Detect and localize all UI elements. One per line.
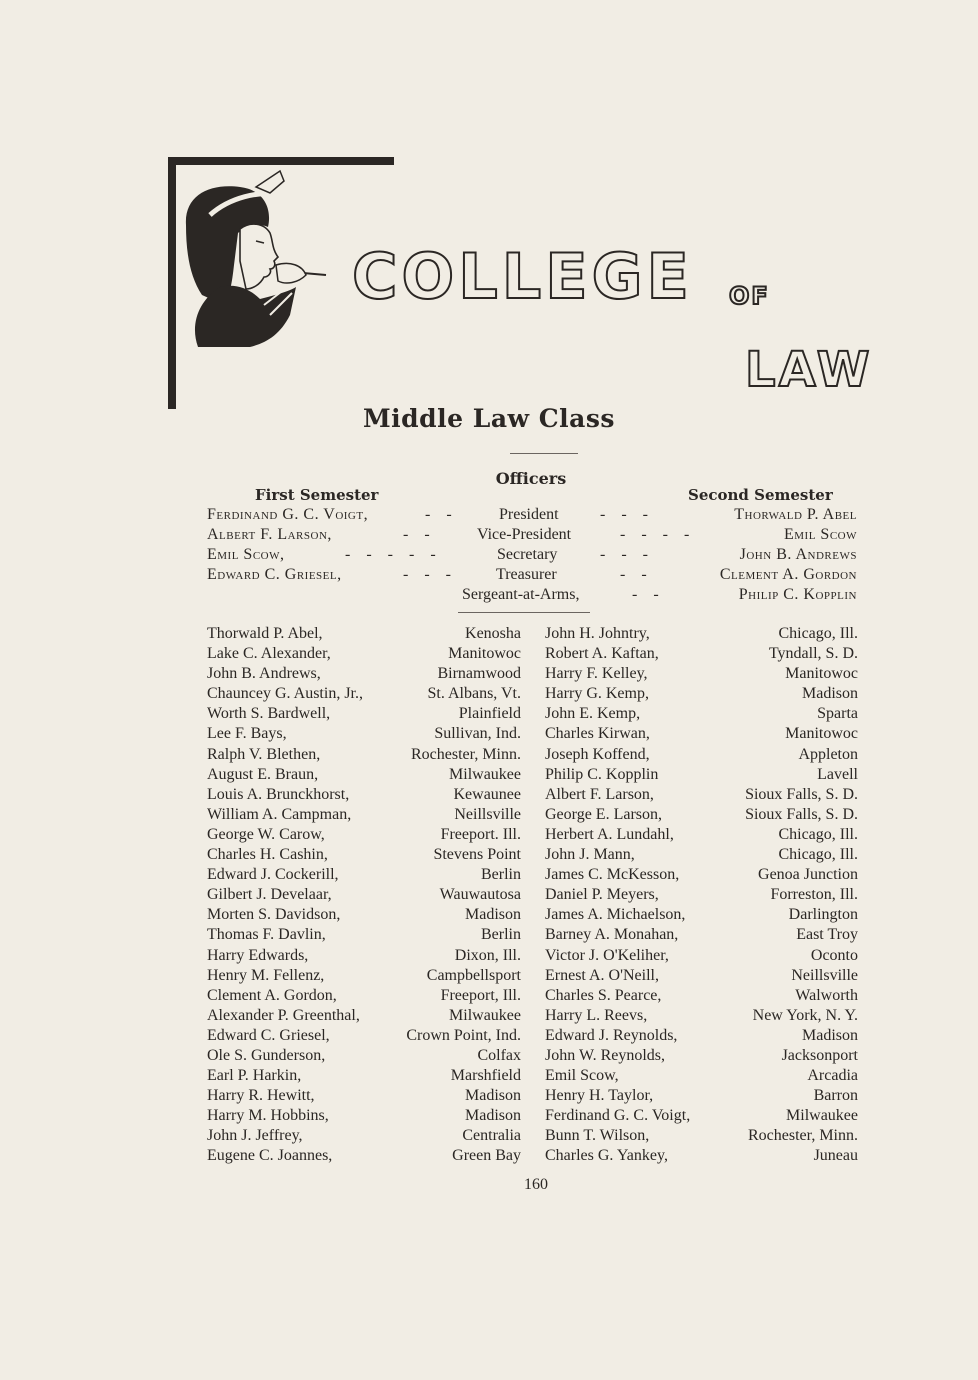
roster-row	[545, 1146, 858, 1166]
officer-row	[207, 586, 857, 606]
student-hometown: Dixon, Ill.	[454, 946, 521, 964]
leader-dashes: - - -	[600, 506, 648, 523]
student-name: Harry Edwards,	[207, 946, 309, 964]
student-hometown: Milwaukee	[786, 1107, 858, 1125]
student-hometown: Genoa Junction	[758, 866, 858, 884]
student-name: Ernest A. O'Neill,	[545, 966, 659, 984]
roster-row	[207, 745, 521, 765]
title-college	[352, 240, 693, 313]
roster-row	[207, 925, 521, 945]
student-name: John E. Kemp,	[545, 705, 641, 723]
roster-row	[207, 966, 521, 986]
student-hometown: Milwaukee	[449, 765, 521, 783]
roster-row	[545, 704, 858, 724]
student-name: Henry M. Fellenz,	[207, 966, 325, 984]
roster-row	[545, 885, 858, 905]
roster-row	[207, 825, 521, 845]
leader-dashes: - -	[403, 526, 430, 543]
roster-row	[545, 745, 858, 765]
roster-row	[207, 946, 521, 966]
leader-dashes: - - - -	[620, 526, 690, 543]
roster-row	[545, 1066, 858, 1086]
student-name: James A. Michaelson,	[545, 906, 686, 924]
roster-row	[207, 684, 521, 704]
roster-row	[207, 1126, 521, 1146]
student-name: Daniel P. Meyers,	[545, 886, 659, 904]
student-name: Philip C. Kopplin	[545, 765, 659, 783]
officer-role: Vice-President	[477, 526, 572, 543]
title-of	[729, 284, 770, 309]
officer-second-semester: Philip C. Kopplin	[738, 586, 857, 603]
student-hometown: Freeport, Ill.	[440, 986, 521, 1004]
officer-second-semester: Emil Scow	[784, 526, 857, 543]
roster-row	[545, 785, 858, 805]
roster-row	[545, 724, 858, 744]
student-hometown: Sparta	[817, 705, 858, 723]
student-hometown: Kenosha	[465, 625, 521, 642]
roster-row	[207, 1026, 521, 1046]
student-name: Joseph Koffend,	[545, 745, 650, 763]
roster-row	[207, 785, 521, 805]
roster-row	[207, 986, 521, 1006]
student-name: Morten S. Davidson,	[207, 906, 341, 924]
student-name: John J. Jeffrey,	[207, 1127, 303, 1145]
roster-row	[545, 905, 858, 925]
roster-row	[545, 664, 858, 684]
student-hometown: Appleton	[798, 745, 858, 763]
student-name: Charles S. Pearce,	[545, 986, 662, 1004]
student-name: Edward J. Cockerill,	[207, 866, 339, 884]
officer-first-semester: Edward C. Griesel,	[207, 566, 342, 583]
student-hometown: Sullivan, Ind.	[434, 725, 521, 743]
student-hometown: Darlington	[788, 906, 858, 924]
student-hometown: Madison	[465, 1087, 521, 1105]
roster-row	[207, 724, 521, 744]
leader-dashes: - - -	[403, 566, 451, 583]
roster-row	[207, 1086, 521, 1106]
student-hometown: Campbellsport	[426, 966, 521, 984]
student-hometown: Green Bay	[452, 1147, 521, 1165]
roster-row	[207, 644, 521, 664]
roster-row	[545, 644, 858, 664]
student-hometown: Neillsville	[454, 805, 521, 823]
student-hometown: St. Albans, Vt.	[427, 685, 521, 703]
student-name: Clement A. Gordon,	[207, 986, 337, 1004]
roster-right-column	[545, 624, 858, 1167]
roster-row	[207, 1066, 521, 1086]
student-hometown: Freeport. Ill.	[440, 825, 521, 843]
student-name: Victor J. O'Keliher,	[545, 946, 669, 964]
student-hometown: Rochester, Minn.	[410, 745, 521, 763]
student-name: Ralph V. Blethen,	[207, 745, 321, 763]
class-heading: Middle Law Class	[363, 404, 615, 433]
student-name: Ole S. Gunderson,	[207, 1046, 326, 1064]
student-hometown: Stevens Point	[433, 846, 521, 864]
second-semester-heading: Second Semester	[688, 486, 833, 504]
page-number: 160	[524, 1176, 548, 1193]
student-name: Robert A. Kaftan,	[545, 645, 659, 663]
roster-row	[545, 845, 858, 865]
roster-row	[545, 1086, 858, 1106]
student-name: Charles H. Cashin,	[207, 846, 328, 864]
roster-row	[545, 805, 858, 825]
roster-left-column	[207, 624, 521, 1167]
leader-dashes: - -	[620, 566, 647, 583]
student-name: Edward C. Griesel,	[207, 1026, 330, 1044]
roster-row	[545, 825, 858, 845]
officer-role: President	[499, 506, 559, 523]
student-name: Harry L. Reevs,	[545, 1006, 648, 1024]
student-hometown: Milwaukee	[449, 1006, 521, 1024]
roster-row	[545, 946, 858, 966]
student-hometown: Arcadia	[807, 1067, 858, 1085]
student-hometown: Centralia	[462, 1127, 521, 1145]
officer-second-semester: Clement A. Gordon	[719, 566, 857, 583]
header-bracket-left	[168, 157, 176, 409]
divider-rule	[510, 453, 578, 454]
roster-row	[545, 765, 858, 785]
student-name: Eugene C. Joannes,	[207, 1147, 333, 1165]
roster-row	[207, 664, 521, 684]
roster-row	[545, 925, 858, 945]
leader-dashes: - -	[425, 506, 452, 523]
student-hometown: Tyndall, S. D.	[768, 645, 858, 663]
student-hometown: Madison	[802, 1026, 858, 1044]
student-hometown: Oconto	[810, 946, 858, 964]
student-name: Thomas F. Davlin,	[207, 926, 326, 944]
student-name: Gilbert J. Develaar,	[207, 886, 332, 904]
student-hometown: Plainfield	[458, 705, 521, 723]
roster-row	[545, 966, 858, 986]
student-name: Bunn T. Wilson,	[545, 1127, 650, 1145]
student-name: Ferdinand G. C. Voigt,	[545, 1107, 691, 1125]
officer-first-semester: Albert F. Larson,	[207, 526, 332, 543]
student-name: John J. Mann,	[545, 846, 635, 864]
student-name: George W. Carow,	[207, 825, 325, 843]
first-semester-heading: First Semester	[255, 486, 379, 504]
student-hometown: Sioux Falls, S. D.	[745, 805, 858, 823]
student-name: August E. Braun,	[207, 765, 319, 783]
student-name: Alexander P. Greenthal,	[207, 1006, 360, 1024]
leader-dashes: - - - - -	[345, 546, 436, 563]
student-name: Albert F. Larson,	[545, 785, 654, 803]
student-name: Harry R. Hewitt,	[207, 1087, 315, 1105]
student-hometown: East Troy	[796, 926, 858, 944]
roster-row	[207, 905, 521, 925]
student-hometown: Marshfield	[450, 1067, 521, 1085]
student-hometown: Berlin	[481, 926, 521, 944]
student-name: Worth S. Bardwell,	[207, 705, 331, 723]
officer-role: Treasurer	[496, 566, 557, 583]
roster-row	[207, 704, 521, 724]
roster-row	[207, 805, 521, 825]
student-hometown: Sioux Falls, S. D.	[745, 785, 858, 803]
student-hometown: Birnamwood	[437, 665, 521, 683]
header-bracket-top	[168, 157, 394, 165]
roster-row	[545, 684, 858, 704]
student-hometown: Manitowoc	[448, 645, 521, 663]
officer-first-semester: Emil Scow,	[207, 546, 285, 563]
roster-row	[207, 1146, 521, 1166]
student-name: Lee F. Bays,	[207, 725, 287, 743]
divider-rule	[458, 612, 590, 613]
student-name: Emil Scow,	[545, 1067, 619, 1085]
student-hometown: Lavell	[817, 765, 858, 783]
student-hometown: Walworth	[795, 986, 858, 1004]
roster-row	[207, 1106, 521, 1126]
officer-first-semester: Ferdinand G. C. Voigt,	[207, 506, 369, 523]
student-hometown: Neillsville	[791, 966, 858, 984]
student-hometown: Manitowoc	[785, 665, 858, 683]
student-name: Barney A. Monahan,	[545, 926, 679, 944]
roster-row	[545, 865, 858, 885]
student-name: Herbert A. Lundahl,	[545, 825, 674, 843]
officer-row	[207, 506, 857, 526]
student-hometown: Crown Point, Ind.	[406, 1026, 521, 1044]
officer-row	[207, 526, 857, 546]
leader-dashes: - - -	[600, 546, 648, 563]
title-law-text: LAW	[745, 342, 873, 398]
officer-second-semester: John B. Andrews	[739, 546, 857, 563]
student-hometown: Forreston, Ill.	[770, 886, 858, 904]
student-name: Harry F. Kelley,	[545, 665, 648, 683]
roster-row	[545, 1006, 858, 1026]
student-hometown: Rochester, Minn.	[747, 1127, 858, 1145]
roster-row	[545, 624, 858, 644]
officer-role: Secretary	[497, 546, 558, 563]
student-hometown: Kewaunee	[453, 785, 521, 803]
officer-row	[207, 566, 857, 586]
student-name: Henry H. Taylor,	[545, 1087, 654, 1105]
roster-row	[207, 1006, 521, 1026]
student-name: Harry G. Kemp,	[545, 685, 649, 703]
student-hometown: Chicago, Ill.	[778, 825, 858, 843]
roster-row	[545, 1026, 858, 1046]
student-name: Earl P. Harkin,	[207, 1067, 302, 1085]
student-name: Charles Kirwan,	[545, 725, 650, 743]
student-name: William A. Campman,	[207, 805, 352, 823]
student-hometown: Madison	[465, 1107, 521, 1125]
student-hometown: Berlin	[481, 866, 521, 884]
roster-row	[207, 1046, 521, 1066]
student-name: John H. Johntry,	[545, 625, 650, 642]
title-of-text: OF	[729, 282, 770, 310]
student-name: John B. Andrews,	[207, 665, 321, 683]
student-hometown: Wauwautosa	[439, 886, 521, 904]
roster-row	[545, 986, 858, 1006]
roster-row	[207, 885, 521, 905]
woman-portrait-illustration	[180, 165, 340, 355]
officer-role: Sergeant-at-Arms,	[462, 586, 580, 603]
officer-second-semester: Thorwald P. Abel	[734, 506, 857, 523]
student-name: George E. Larson,	[545, 805, 662, 823]
title-law	[745, 342, 873, 398]
student-name: Edward J. Reynolds,	[545, 1026, 678, 1044]
roster-row	[545, 1046, 858, 1066]
student-hometown: Madison	[802, 685, 858, 703]
student-hometown: Colfax	[477, 1046, 521, 1064]
student-hometown: Chicago, Ill.	[778, 625, 858, 642]
officer-row	[207, 546, 857, 566]
student-name: Thorwald P. Abel,	[207, 625, 323, 642]
student-hometown: Juneau	[813, 1147, 858, 1165]
student-hometown: Jacksonport	[781, 1046, 858, 1064]
student-name: John W. Reynolds,	[545, 1046, 666, 1064]
roster-row	[207, 765, 521, 785]
leader-dashes: - -	[632, 586, 659, 603]
title-college-text: COLLEGE	[352, 240, 693, 313]
roster-row	[207, 865, 521, 885]
student-name: James C. McKesson,	[545, 866, 680, 884]
student-name: Harry M. Hobbins,	[207, 1107, 329, 1125]
student-name: Chauncey G. Austin, Jr.,	[207, 685, 363, 703]
student-name: Louis A. Brunckhorst,	[207, 785, 350, 803]
roster-row	[207, 845, 521, 865]
student-hometown: Madison	[465, 906, 521, 924]
officers-heading: Officers	[495, 469, 567, 488]
roster-row	[545, 1126, 858, 1146]
roster-row	[207, 624, 521, 644]
student-name: Lake C. Alexander,	[207, 645, 331, 663]
student-hometown: Chicago, Ill.	[778, 846, 858, 864]
student-hometown: Barron	[813, 1087, 858, 1105]
student-name: Charles G. Yankey,	[545, 1147, 668, 1165]
student-hometown: New York, N. Y.	[752, 1006, 858, 1024]
roster-row	[545, 1106, 858, 1126]
student-hometown: Manitowoc	[785, 725, 858, 743]
